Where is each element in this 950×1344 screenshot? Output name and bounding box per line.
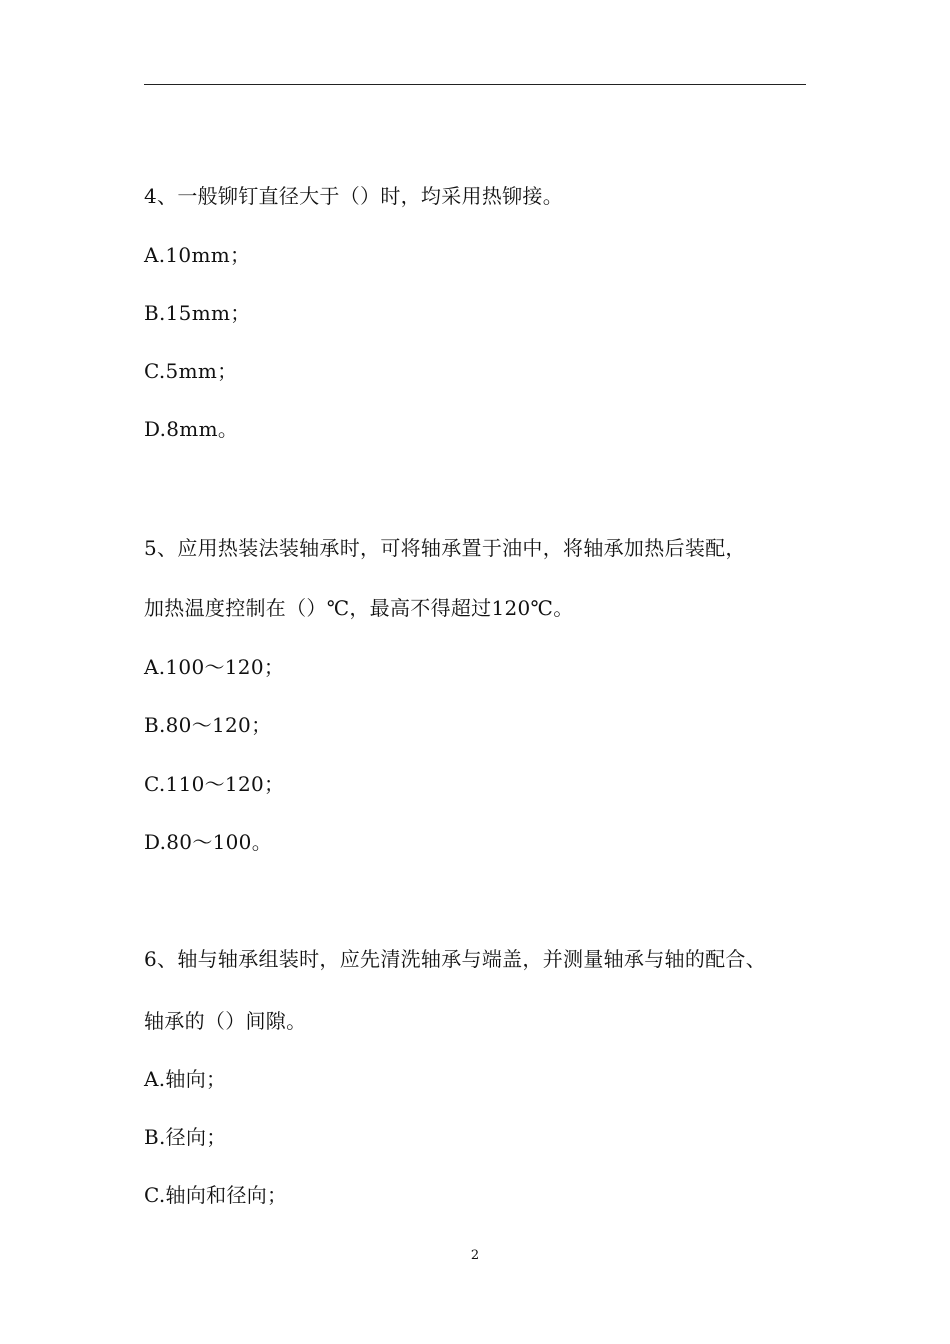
question-6-option-b: B.径向； xyxy=(144,1125,227,1149)
question-4-option-b: B.15mm； xyxy=(144,301,251,325)
question-5-option-c: C.110～120； xyxy=(144,772,285,796)
question-6-option-a: A.轴向； xyxy=(144,1067,227,1091)
question-6-stem-line-1: 6、轴与轴承组装时，应先清洗轴承与端盖，并测量轴承与轴的配合、 xyxy=(144,947,767,971)
question-5-option-b: B.80～120； xyxy=(144,713,272,737)
question-5-option-a: A.100～120； xyxy=(144,655,285,679)
header-rule xyxy=(144,84,806,85)
question-4-option-c: C.5mm； xyxy=(144,359,238,383)
question-6-stem-line-2: 轴承的（）间隙。 xyxy=(144,1009,307,1033)
question-5-option-d: D.80～100。 xyxy=(144,830,273,854)
question-4-option-a: A.10mm； xyxy=(144,243,251,267)
question-4-stem: 4、一般铆钉直径大于（）时，均采用热铆接。 xyxy=(144,184,564,208)
page-number: 2 xyxy=(470,1248,480,1263)
question-4-option-d: D.8mm。 xyxy=(144,417,239,441)
question-5-stem-line-1: 5、应用热装法装轴承时，可将轴承置于油中，将轴承加热后装配， xyxy=(144,536,746,560)
question-6-option-c: C.轴向和径向； xyxy=(144,1183,288,1207)
question-5-stem-line-2: 加热温度控制在（）℃，最高不得超过120℃。 xyxy=(144,596,574,620)
